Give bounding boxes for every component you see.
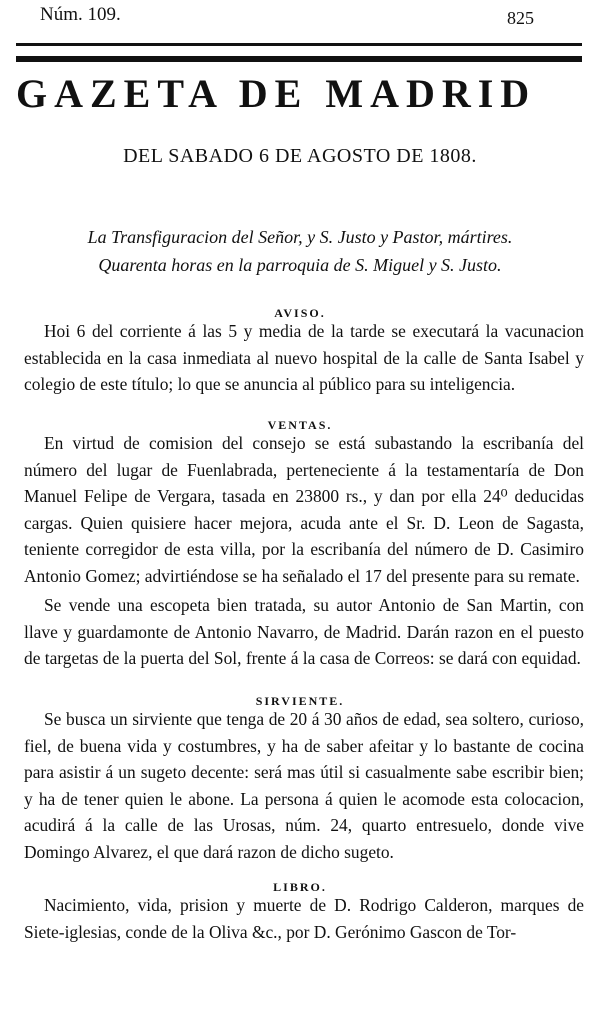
top-rule [16, 43, 582, 46]
feast-line-2: Quarenta horas en la parroquia de S. Miguel y S. Justo. [98, 255, 502, 275]
ventas-paragraph-1: En virtud de comision del consejo se está subastando la escribanía del número del lugar de Fuenlabrada, perteneciente á la testamentaría de Don Manuel Felipe de Vergara, tasada en 23800 rs., y dan por ella 24⁰ deducidas cargas. Quien quisiere hacer mejora, acuda ante el Sr. D. Leon de Sagasta, teniente corregidor de esta villa, por la escribanía del número de D. Casimiro Antonio Gomez; advirtiéndose se ha señalado el 17 del presente para su remate. [24, 433, 584, 586]
section-heading-sirviente: SIRVIENTE. [255, 694, 345, 708]
libro-paragraph: Nacimiento, vida, prision y muerte de D. Rodrigo Calderon, marques de Siete-iglesias, conde de la Oliva &c., por D. Gerónimo Gascon de Tor- [24, 895, 584, 942]
issue-number: Núm. 109. [40, 4, 121, 25]
aviso-paragraph: Hoi 6 del corriente á las 5 y media de la tarde se executará la vacunacion establecida en la casa inmediata al nuevo hospital de la calle de Santa Isabel y colegio de este título; lo que se anuncia al público para su inteligencia. [24, 321, 584, 394]
section-heading-libro: LIBRO. [273, 880, 327, 894]
sirviente-paragraph: Se busca un sirviente que tenga de 20 á 30 años de edad, sea soltero, curioso, fiel, de buena vida y costumbres, y ha de saber afeitar y lo bastante de cocina para asistir á un sugeto decente: será mas útil si casualmente sabe escribir bien; y ha de tener quien le abone. La persona á quien le acomode esta colocacion, acudirá á la calle de las Urosas, núm. 24, quarto entresuelo, donde vive Domingo Alvarez, el que dará razon de dicho sugeto. [24, 709, 584, 862]
page-folio: 825 [507, 8, 534, 28]
thick-rule [16, 56, 582, 62]
issue-date: DEL SABADO 6 DE AGOSTO DE 1808. [123, 145, 477, 167]
section-heading-aviso: AVISO. [274, 306, 326, 320]
section-heading-ventas: VENTAS. [267, 418, 333, 432]
masthead-title: GAZETA DE MADRID [16, 71, 537, 116]
feast-line-1: La Transfiguracion del Señor, y S. Justo y Pastor, mártires. [87, 227, 513, 247]
ventas-paragraph-2: Se vende una escopeta bien tratada, su autor Antonio de San Martin, con llave y guardamonte de Antonio Navarro, de Madrid. Darán razon en el puesto de targetas de la puerta del Sol, frente á la casa de Correos: se dará con equidad. [24, 595, 584, 668]
